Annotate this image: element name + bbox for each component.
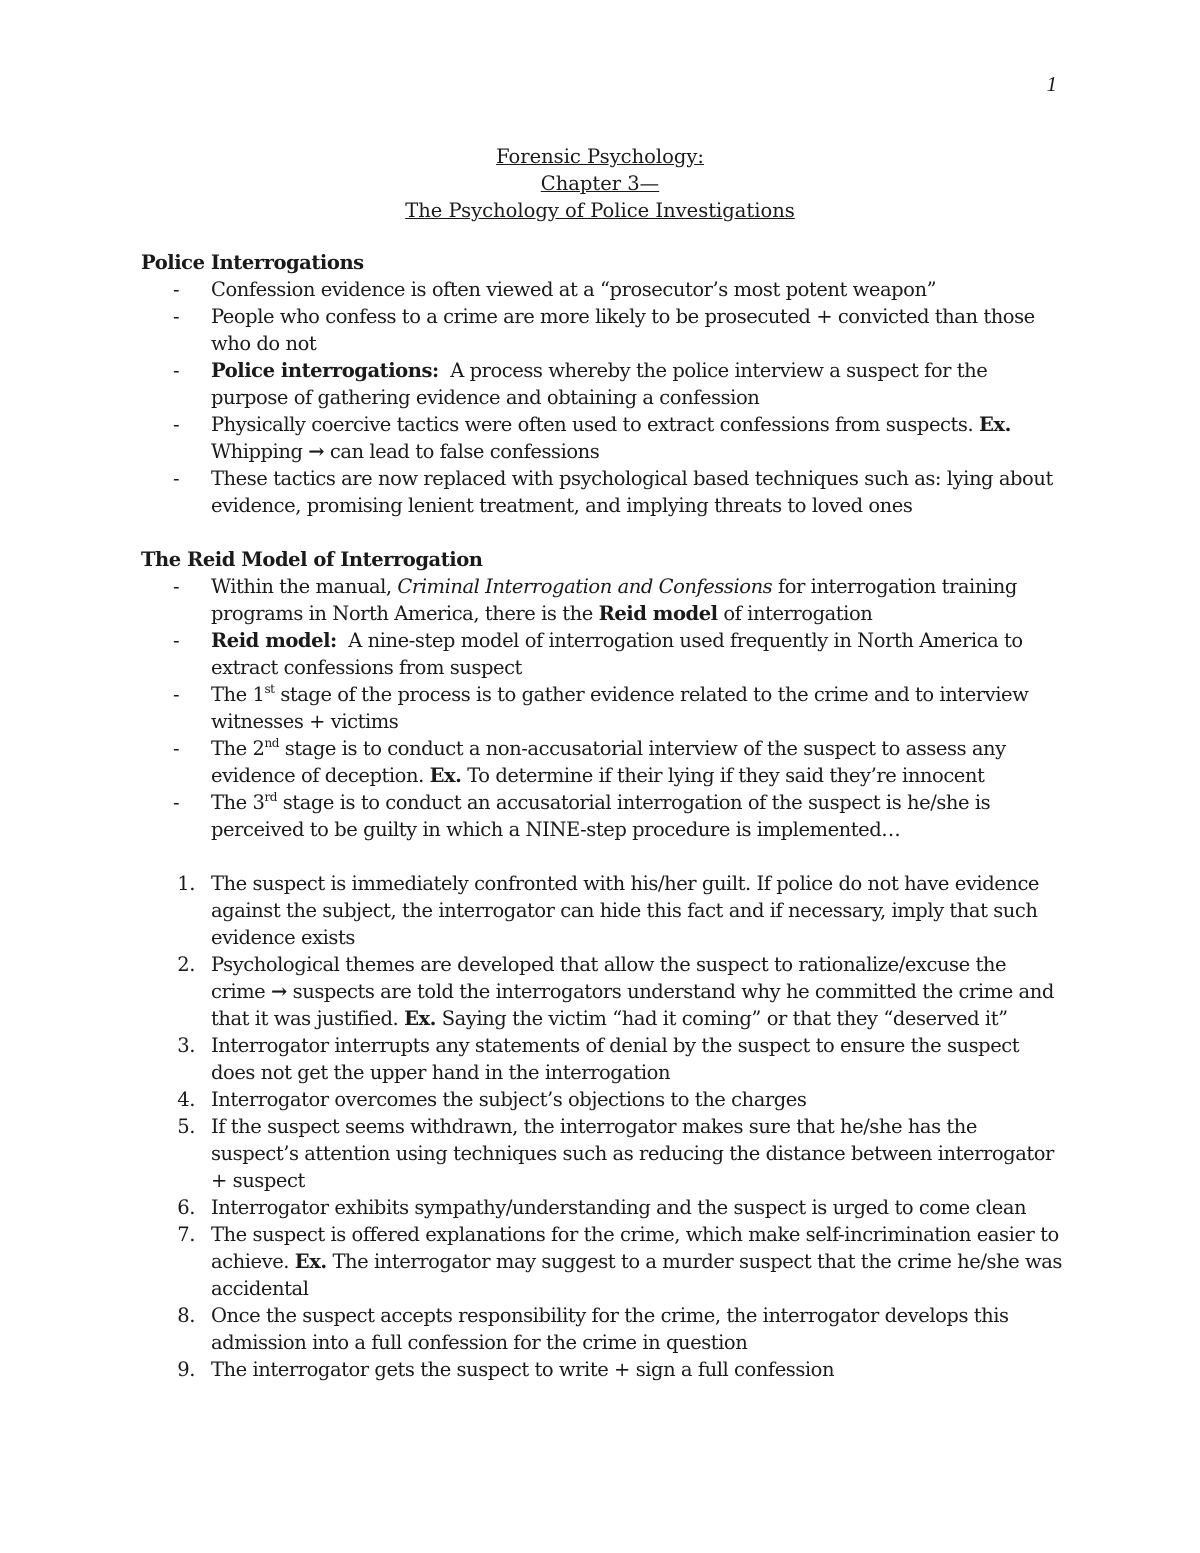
arrow-right-icon: → <box>271 980 287 1003</box>
list-item: - Physically coercive tactics were often used to extract confessions from suspects. Ex. Whipping → can lead to false confessions <box>173 413 1011 463</box>
list-item: - Police interrogations: A process whereby the police interview a suspect for the purpose of gathering evidence and obtaining a confession <box>173 359 988 409</box>
dash-marker: - <box>173 575 180 598</box>
step-number: 5. <box>177 1115 195 1138</box>
list-item: - Within the manual, Criminal Interrogation and Confessions for interrogation training programs in North America, there is the Reid model of interrogation <box>173 575 1017 625</box>
list-item: - The 3rd stage is to conduct an accusatorial interrogation of the suspect is he/she is perceived to be guilty in which a NINE-step procedure is implemented… <box>173 789 991 841</box>
step-number: 9. <box>177 1358 195 1381</box>
list-item: - The 2nd stage is to conduct a non-accusatorial interview of the suspect to assess any evidence of deception. Ex. To determine if their lying if they said they’re innocent <box>173 735 1006 787</box>
step-number: 6. <box>177 1196 195 1219</box>
step-number: 8. <box>177 1304 195 1327</box>
step-item: 2. Psychological themes are developed that allow the suspect to rationalize/excuse the crime → suspects are told the interrogators understand why he committed the crime and that it was justified. Ex. Saying the victim “had it coming” or that they “deserved it” <box>141 951 1066 1032</box>
step-item: 6. Interrogator exhibits sympathy/understanding and the suspect is urged to come clean <box>141 1194 1066 1221</box>
step-item: 5. If the suspect seems withdrawn, the interrogator makes sure that he/she has the suspect’s attention using techniques such as reducing the distance between interrogator + suspect <box>141 1113 1066 1194</box>
step-number: 1. <box>177 872 195 895</box>
arrow-right-icon: → <box>308 440 325 463</box>
title-line-3: The Psychology of Police Investigations <box>405 199 795 222</box>
step-number: 2. <box>177 953 195 976</box>
dash-marker: - <box>173 791 180 814</box>
title-line-2: Chapter 3— <box>540 172 660 195</box>
reid-model-list <box>141 573 1066 843</box>
list-item: - The 1st stage of the process is to gather evidence related to the crime and to interview witnesses + victims <box>173 681 1029 733</box>
dash-marker: - <box>173 305 180 328</box>
page-number: 1 <box>1046 72 1057 96</box>
step-item: 1. The suspect is immediately confronted with his/her guilt. If police do not have evidence against the subject, the interrogator can hide this fact and if necessary, imply that such evidence exists <box>141 870 1066 951</box>
step-item: 7. The suspect is offered explanations for the crime, which make self-incrimination easier to achieve. Ex. The interrogator may suggest to a murder suspect that the crime he/she was accidental <box>141 1221 1066 1302</box>
nine-step-list <box>141 870 1066 1383</box>
step-item: 9. The interrogator gets the suspect to write + sign a full confession <box>141 1356 1066 1383</box>
manual-title: Criminal Interrogation and Confessions <box>397 575 773 598</box>
dash-marker: - <box>173 359 180 382</box>
list-item: - People who confess to a crime are more likely to be prosecuted + convicted than those who do not <box>173 305 1035 355</box>
document-body <box>141 249 1066 1383</box>
police-interrogations-list <box>141 276 1066 519</box>
list-item: - Reid model: A nine-step model of interrogation used frequently in North America to extract confessions from suspect <box>173 629 1023 679</box>
list-item: - These tactics are now replaced with psychological based techniques such as: lying about evidence, promising lenient treatment, and implying threats to loved ones <box>173 467 1053 517</box>
step-number: 3. <box>177 1034 195 1057</box>
dash-marker: - <box>173 278 180 301</box>
step-number: 7. <box>177 1223 195 1246</box>
dash-marker: - <box>173 467 180 490</box>
section-heading-reid-model: The Reid Model of Interrogation <box>141 548 483 571</box>
dash-marker: - <box>173 629 180 652</box>
title-line-1: Forensic Psychology: <box>496 145 704 168</box>
step-number: 4. <box>177 1088 195 1111</box>
list-item: - Confession evidence is often viewed at a “prosecutor’s most potent weapon” <box>173 278 937 301</box>
step-item: 8. Once the suspect accepts responsibility for the crime, the interrogator develops this admission into a full confession for the crime in question <box>141 1302 1066 1356</box>
step-item: 3. Interrogator interrupts any statements of denial by the suspect to ensure the suspect does not get the upper hand in the interrogation <box>141 1032 1066 1086</box>
section-heading-police-interrogations: Police Interrogations <box>141 251 364 274</box>
dash-marker: - <box>173 413 180 436</box>
term-police-interrogations: Police interrogations: <box>211 359 439 382</box>
dash-marker: - <box>173 737 180 760</box>
step-item: 4. Interrogator overcomes the subject’s objections to the charges <box>141 1086 1066 1113</box>
dash-marker: - <box>173 683 180 706</box>
document-title <box>0 143 1200 224</box>
term-reid-model: Reid model: <box>211 629 337 652</box>
